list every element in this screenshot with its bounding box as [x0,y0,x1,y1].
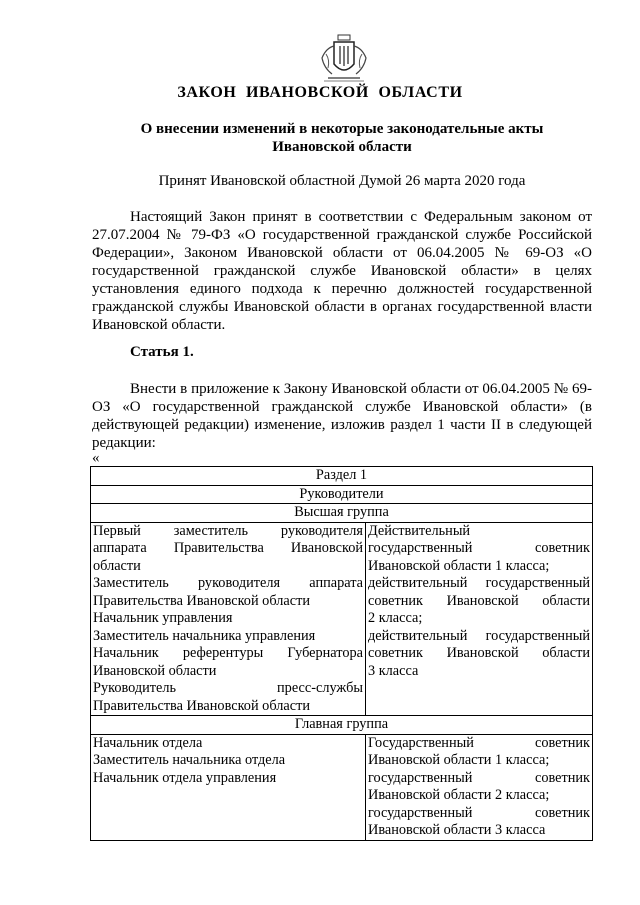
rank-line: 2 класса; [368,610,423,626]
group-header: Высшая группа [91,504,593,523]
group-header: Главная группа [91,716,593,735]
rank-line: государственный советник [368,769,590,786]
rank-line: действительный государственный [368,627,590,644]
positions-table [90,466,593,841]
position-line: Начальник управления [93,610,233,626]
position-line: Начальник отдела [93,734,203,751]
category-header: Руководители [91,485,593,504]
position-line: Заместитель начальника управления [93,627,316,644]
position-line: Правительства Ивановской области [93,697,310,714]
rank-line: Действительный [368,522,471,539]
position-line: Начальник отдела управления [93,769,277,786]
preamble-paragraph: Настоящий Закон принят в соответствии с Федеральным законом от 27.07.2004 № 79-ФЗ «О государственной гражданской службе Российской Федерации», Законом Ивановской области от 06.04.2005 № 69-ОЗ «О государственной гражданской службе Ивановской области» в целях установления единого подхода к перечню должностей государственной гражданской службы Ивановской области в органах государственной власти Ивановской области. [92,209,592,333]
position-line: Начальник референтуры Губернатора [93,645,363,661]
table-row [91,504,593,523]
table-row [91,522,593,716]
positions-cell [91,522,366,716]
opening-quote: « [92,450,100,466]
rank-line: Ивановской области 2 класса; [368,787,550,803]
position-line: области [93,557,141,574]
subtitle-line: О внесении изменений в некоторые законодательные акты [140,121,544,137]
rank-line: советник Ивановской области [368,592,590,609]
position-line: Первый заместитель руководителя [93,522,363,539]
position-line: Руководитель пресс-службы [93,680,363,696]
table-row [91,485,593,504]
position-line: аппарата Правительства Ивановской [93,540,363,556]
section-header: Раздел 1 [91,467,593,486]
law-title: ЗАКОН ИВАНОВСКОЙ ОБЛАСТИ [177,84,463,101]
ranks-cell [366,734,593,840]
article-heading: Статья 1. [130,344,194,360]
position-line: Заместитель руководителя аппарата [93,575,363,591]
rank-line: советник Ивановской области [368,645,590,661]
position-line: Заместитель начальника отдела [93,752,286,768]
rank-line: Ивановской области 1 класса; [368,557,550,574]
rank-line: государственный советник [368,804,590,821]
ranks-cell [366,522,593,716]
adoption-date: Принят Ивановской областной Думой 26 марта 2020 года [158,173,526,189]
position-line: Правительства Ивановской области [93,592,310,609]
table-row [91,716,593,735]
article-text: Внести в приложение к Закону Ивановской области от 06.04.2005 № 69-ОЗ «О государственной гражданской службе Ивановской области» (в действующей редакции) изменение, изложив раздел 1 части II в следующей редакции: [92,381,592,451]
rank-line: государственный советник [368,540,590,556]
rank-line: Ивановской области 3 класса [368,822,546,838]
rank-line: Государственный советник [368,734,590,751]
table-row [91,734,593,840]
rank-line: действительный государственный [368,575,590,591]
rank-line: Ивановской области 1 класса; [368,752,550,768]
table-row [91,467,593,486]
law-subtitle [92,120,592,156]
rank-line: 3 класса [368,662,419,679]
subtitle-line: Ивановской области [272,139,412,155]
position-line: Ивановской области [93,662,217,679]
coat-of-arms-emblem [318,34,370,84]
positions-cell [91,734,366,840]
